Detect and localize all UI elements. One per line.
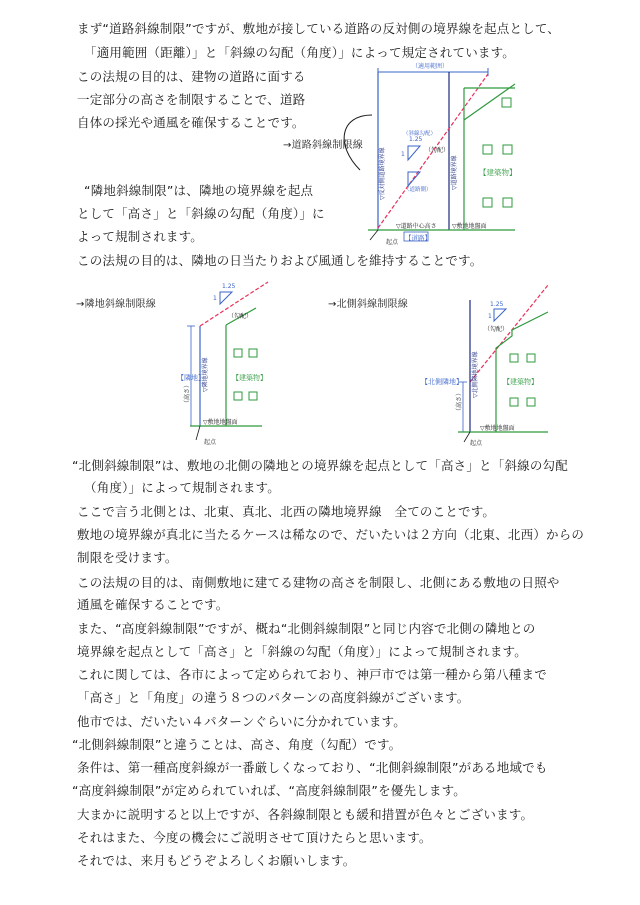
text-line: 自体の採光や通風を確保することです。	[77, 115, 305, 130]
road-label: 【道路】	[405, 234, 431, 242]
north-neighbor-label: 【北側隣地】	[421, 378, 463, 386]
slope-one: 1	[213, 295, 217, 302]
slope-top-label: （斜線勾配）	[403, 131, 437, 137]
origin-label: 起点	[386, 239, 399, 246]
text-line: よって規制されます。	[77, 229, 204, 244]
text-line: ここで言う北側とは、北東、真北、北西の隣地境界線 全てのことです。	[77, 504, 496, 519]
slope-side-label: （道路側）	[404, 187, 432, 193]
height-label: （高さ）	[456, 389, 463, 414]
slope-one: 1	[401, 151, 405, 158]
slope-one: 1	[488, 313, 492, 320]
text-line: この法規の目的は、建物の道路に面する	[77, 69, 306, 84]
ground-label: ▽敷地地盤面	[452, 223, 487, 230]
range-label: （適用範囲）	[412, 63, 449, 70]
building-label: 【建築物】	[232, 374, 267, 382]
text-line: 「高さ」と「角度」の違う８つのパターンの高度斜線がございます。	[77, 690, 470, 705]
text-line: また、“高度斜線制限”ですが、概ね“北側斜線制限”と同じ内容で北側の隣地との	[77, 621, 536, 636]
text-line: 境界線を起点として「高さ」と「斜線の勾配（角度）」によって規制されます。	[77, 644, 527, 659]
text-line: 「適用範囲（距離）」と「斜線の勾配（角度）」によって規定されています。	[84, 45, 516, 60]
slope-num: 1.25	[490, 301, 504, 308]
boundary-label: ▽北側隣地境界線	[472, 351, 479, 398]
adjacent-slope-caption: →隣地斜線制限線	[76, 299, 156, 310]
text-line: この法規の目的は、南側敷地に建てる建物の高さを制限し、北側にある敷地の日照や	[77, 575, 560, 590]
slope-word: （勾配）	[484, 326, 509, 333]
boundary-label: ▽隣地境界線	[202, 357, 209, 392]
north-slope-caption: →北側斜線制限線	[328, 299, 408, 310]
building-label: 【建築物】	[503, 378, 538, 386]
ground-label: ▽敷地地盤面	[203, 419, 238, 426]
text-line: 他市では、だいたい４パターンぐらいに分かれています。	[77, 714, 406, 729]
text-line: 敷地の境界線が真北に当たるケースは稀なので、だいたいは２方向（北東、北西）からの	[77, 527, 585, 542]
ground-label: ▽敷地地盤面	[480, 425, 515, 432]
slope-num: 1.25	[409, 136, 423, 143]
text-line: 条件は、第一種高度斜線が一番厳しくなっており、“北側斜線制限”がある地域でも	[77, 760, 548, 775]
height-label: （高さ）	[184, 381, 191, 406]
origin-label: 起点	[470, 440, 483, 447]
road-slope-caption: →道路斜線制限線	[283, 140, 363, 151]
text-line: まず“道路斜線制限”ですが、敷地が接している道路の反対側の境界線を起点として、	[77, 21, 561, 36]
slope-word: （勾配）	[425, 147, 450, 154]
text-line: 一定部分の高さを制限することで、道路	[77, 92, 306, 107]
text-line: として「高さ」と「斜線の勾配（角度）」に	[77, 206, 325, 221]
text-line: “隣地斜線制限”は、隣地の境界線を起点	[84, 183, 314, 198]
slope-word: （勾配）	[228, 313, 253, 320]
text-line: 通風を確保することです。	[77, 597, 229, 612]
vertical-label-left: ▽反対側道路境界線	[379, 147, 386, 200]
text-line: これに関しては、各市によって定められており、神戸市では第一種から第八種まで	[77, 667, 547, 682]
text-line: 制限を受けます。	[77, 550, 178, 565]
building-label: 【建築物】	[479, 168, 517, 177]
neighbor-label: 【隣地】	[177, 374, 205, 382]
text-line: （角度）」によって規制されます。	[84, 480, 280, 495]
origin-label: 起点	[204, 439, 217, 446]
text-line: それはまた、今度の機会にご説明させて頂けたらと思います。	[77, 830, 432, 845]
text-line: それでは、来月もどうぞよろしくお願いします。	[77, 853, 356, 868]
text-line: “北側斜線制限”と違うことは、高さ、角度（勾配）です。	[72, 737, 402, 752]
text-line: “高度斜線制限”が定められていれば、“高度斜線制限”を優先します。	[72, 783, 467, 798]
text-line: この法規の目的は、隣地の日当たりおよび風通しを維持することです。	[77, 253, 483, 268]
road-center-label: ▽道路中心高さ	[396, 223, 437, 230]
text-line: 大まかに説明すると以上ですが、各斜線制限とも緩和措置が色々とございます。	[77, 807, 534, 822]
slope-num: 1.25	[222, 283, 236, 290]
text-line: “北側斜線制限”は、敷地の北側の隣地との境界線を起点として「高さ」と「斜線の勾配	[72, 458, 568, 473]
vertical-label-right: ▽道路境界線	[451, 155, 458, 190]
